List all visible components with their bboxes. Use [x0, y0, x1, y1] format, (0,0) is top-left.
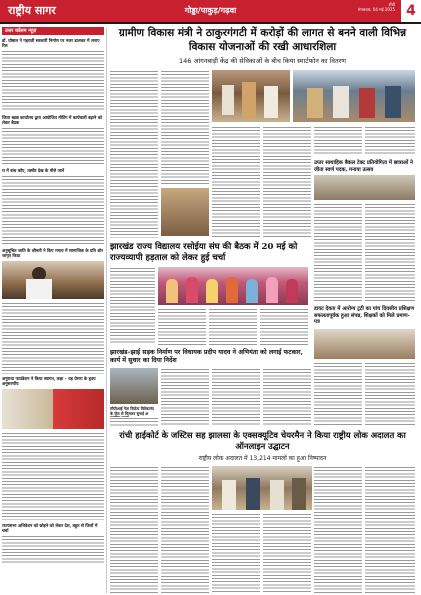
sidebar-story1-headline: डॉ. घोषाल ने गहराती सरकारी निर्माण पर नजर डालकर में लगाए रिश: [2, 38, 100, 48]
bottom-col-6: [365, 466, 415, 593]
sidebar-section-title: उत्तर कॉलम न्यूज़: [2, 27, 104, 35]
lead-photo-1: [212, 70, 290, 122]
border-road-col-3: [263, 368, 311, 426]
masthead-region: गोड्डा/पाकुड़/गढ़वा: [184, 6, 237, 15]
sidebar-story2-body: [2, 127, 104, 165]
lead-col-5: [314, 126, 362, 156]
sidebar-story2-headline: जिला खाद्य कार्यालय द्वारा आयोजित मीटिंग में कार्यकारी बढ़ाने को लेकर बैठक: [2, 115, 103, 125]
jharkhand-col-2: [158, 308, 206, 345]
masthead-title: राष्ट्रीय सागर: [8, 4, 56, 17]
diet-headline: डायट देवता में आरोग्य ट्रटी का पांच दिवसीय प्रशिक्षण सफलतापूर्वक हुआ संपन्न, शिक्षकों को मिले प्रमाण-पत्र: [314, 306, 415, 325]
sidebar-story4-headline: अनुसूचित जाति के श्रीमती ने किए ममता में सामाजिक के प्रति शोर जागृत किया: [2, 248, 103, 258]
bottom-col-5: [314, 466, 362, 593]
awareness-photo: [314, 175, 415, 200]
lead-col-3: [212, 126, 260, 238]
lead-col-6: [365, 126, 415, 156]
bottom-left-body: [2, 535, 104, 565]
border-road-col-2: [212, 368, 260, 426]
sidebar-photo-caption: अनुराधा फाउंडेशन ने किया स्वागत, कहा – यह प्रेरणा के हृदय अनुसरणीय: [2, 376, 96, 386]
border-road-headline: झारखंड–झाई सड़क निर्माण पर विधायक प्रदीप यादव ने अभियंता को लगाई फटकार, कार्य में सुधार का दिया निर्देश: [110, 349, 303, 364]
lead-subheadline: 146 आंगनबाड़ी केंद्र की सेविकाओं के बीच किया स्मार्टफोन का वितरण: [178, 57, 347, 65]
bottom-subheadline: राष्ट्रीय लोक अदालत में 13,214 मामलों का हुआ निष्पादन: [198, 455, 327, 462]
awareness-col-2: [365, 203, 415, 303]
sidebar-story3-body: [2, 175, 104, 245]
jharkhand-col-3: [209, 308, 257, 345]
lead-col-2: [161, 70, 209, 185]
masthead-rule: [0, 22, 421, 24]
bottom-col-3: [212, 513, 260, 593]
sidebar-column: [2, 27, 104, 593]
jharkhand-photo: [158, 267, 308, 305]
sidebar-photo-2: [2, 389, 104, 429]
lead-col-1: [110, 70, 158, 238]
bottom-col-4: [263, 513, 311, 593]
bottom-photo: [212, 466, 312, 510]
page-number: 4: [401, 0, 421, 22]
lead-col-2b-photo: [161, 188, 209, 236]
cpi-headline: सीपीआई नेता विजेता विवेकानंद के जेल से मिलकर सुनाई अ: [110, 406, 154, 416]
cpi-body: [110, 417, 158, 426]
diet-photo: [314, 329, 415, 359]
bottom-left-headline: राज्यसभा अधिवेशन को छोड़ने को लेकर देश, बहुत से जिलों में चर्चा: [2, 523, 98, 533]
jharkhand-col-1: [110, 267, 155, 345]
sidebar-story3-headline: रा में बांध कॉप, तस्वीर देख के मौसे जानें: [2, 168, 65, 173]
awareness-headline: उप्तर साथाहिक बैकल टेक्ट प्रतियोगिता में छात्राओं ने जीता स्वर्ण पदक, मनाया उत्सव: [314, 160, 413, 173]
border-road-col-1: [161, 368, 209, 426]
jharkhand-col-4: [260, 308, 308, 345]
bottom-col-2: [161, 466, 209, 593]
awareness-col-1: [314, 203, 362, 303]
border-road-photo: [110, 368, 158, 404]
jharkhand-headline: झारखंड राज्य विद्यालय रसोईया संघ की बैठक में 20 मई को राज्यव्यापी हड़ताल को लेकर हुई चर्चा: [110, 242, 298, 263]
masthead-date: राँची मंगलवार, 04 मई 2025: [358, 2, 395, 12]
diet-col-2: [365, 362, 415, 426]
sidebar-photo-1: [2, 261, 104, 299]
bottom-col-1: [110, 466, 158, 593]
lead-photo-2: [293, 70, 415, 122]
sidebar-story5-body: [2, 432, 104, 520]
sidebar-story1-body: [2, 50, 104, 112]
sidebar-story4-body: [2, 302, 104, 374]
masthead: [0, 0, 421, 22]
lead-headline: ग्रामीण विकास मंत्री ने ठाकुरगंगटी में करोड़ों की लागत से बनने वाली विभिन्न विकास योजनाओं की रखी आधारशिला: [118, 27, 407, 53]
sidebar-divider: [106, 27, 107, 593]
lead-col-4: [263, 126, 311, 238]
diet-col-1: [314, 362, 362, 426]
bottom-headline: रांची हाईकोर्ट के जस्टिस सह झालसा के एक्सक्यूटिव चेयरमैन ने किया राष्ट्रीय लोक अदालत का ऑनलाइन उद्घाटन: [119, 430, 406, 451]
